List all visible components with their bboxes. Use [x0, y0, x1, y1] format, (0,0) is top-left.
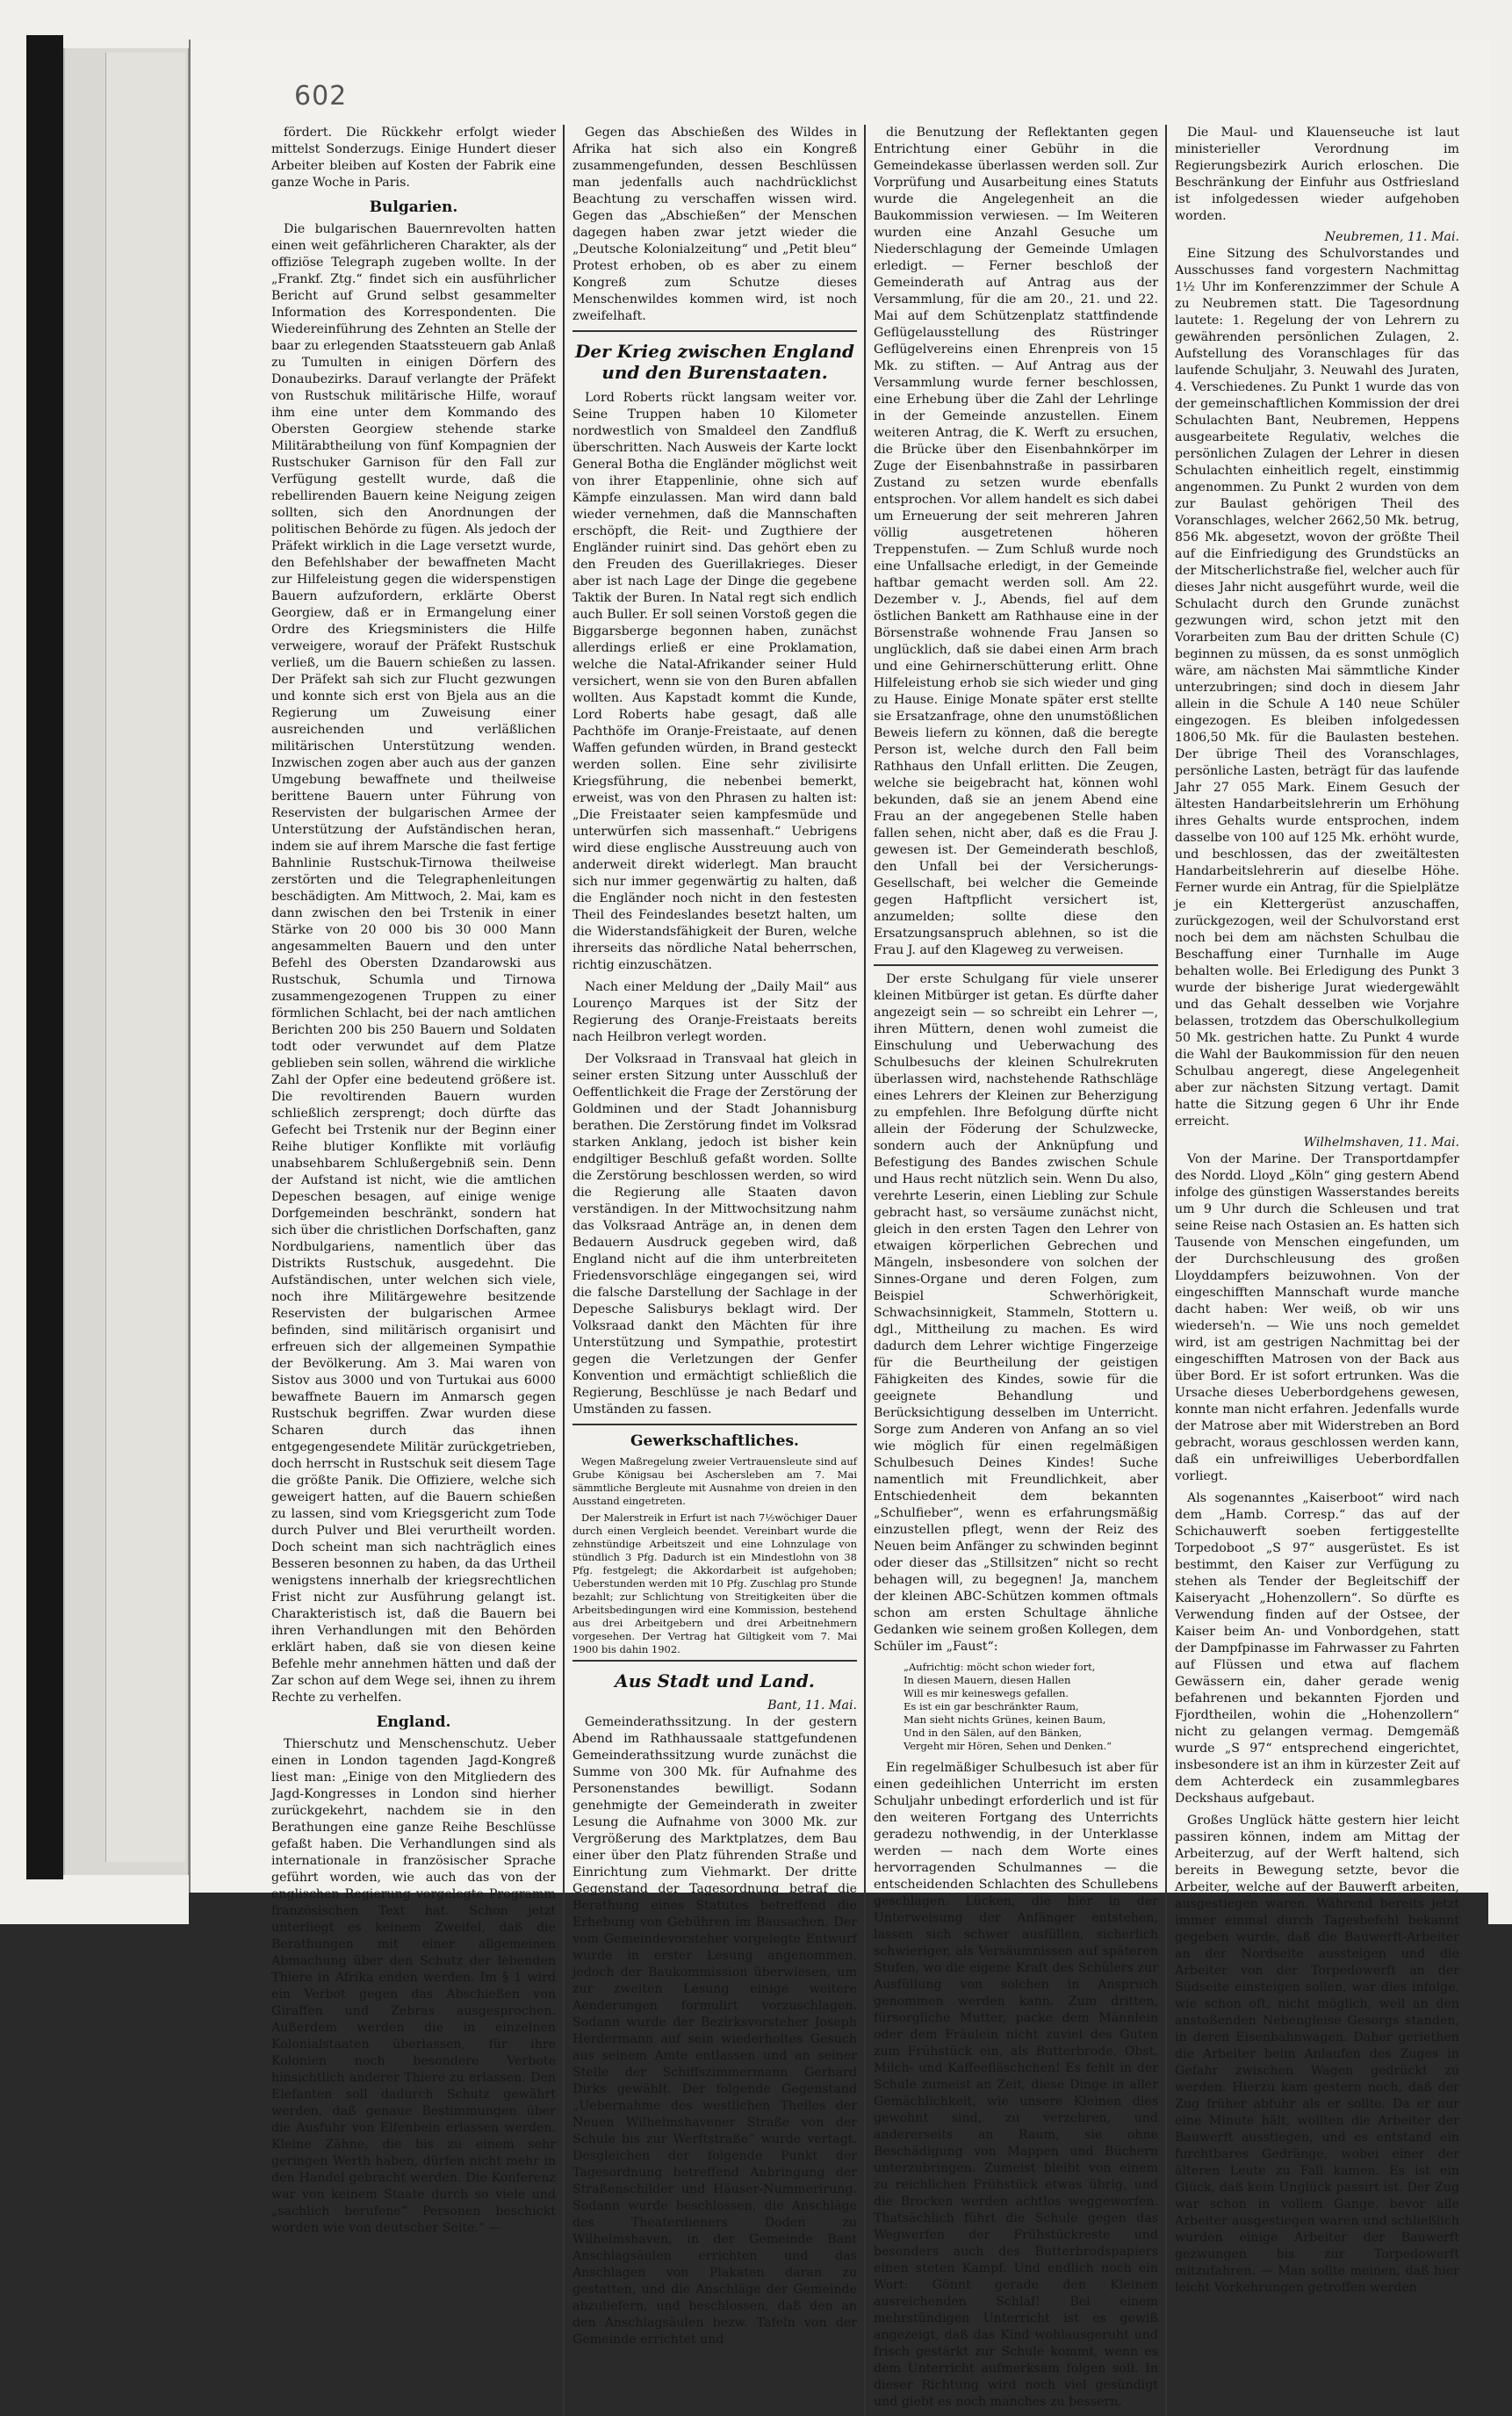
- article-paragraph: Nach einer Meldung der „Daily Mail“ aus Lourenço Marques ist der Sitz der Regierung des Oranje-Freistaats bereits nach Heilbron verlegt worden.: [572, 980, 857, 1044]
- page-edge-inner: [105, 53, 185, 1862]
- verse-line: Und in den Sälen, auf den Bänken,: [904, 1727, 1082, 1739]
- article-paragraph: Die Maul- und Klauenseuche ist laut ministerieller Verordnung im Regierungsbezirk Aurich erloschen. Die Beschränkung der Einfuhr aus Ostfriesland ist infolgedessen wieder aufgehoben worden.: [1175, 126, 1459, 223]
- verse-line: Vergeht mir Hören, Sehen und Denken.“: [904, 1740, 1112, 1752]
- article-paragraph: Eine Sitzung des Schulvorstandes und Ausschusses fand vorgestern Nachmittag 1½ Uhr im Konferenzzimmer der Schule A zu Neubremen statt. Die Tagesordnung lautete: 1. Regelung der von Lehrern zu gewährenden persönlichen Zulagen, 2. Aufstellung des Voranschlages für das laufende Schuljahr, 3. Neuwahl des Juraten, 4. Verschiedenes. Zu Punkt 1 wurde das von der gemeinschaftlichen Kommission der drei Schulachten Bant, Neubremen, Heppens ausgearbeitete Regulativ, welches die persönlichen Zulagen der Lehrer in diesen Schulachten einheitlich regelt, einstimmig angenommen. Zu Punkt 2 wurden von dem zur Baulast gehörigen Theil des Voranschlages, welcher 2662,50 Mk. betrug, 856 Mk. abgesetzt, wovon der größte Theil auf die Einfriedigung des Grundstücks an der Mitscherlichstraße fiel, welcher auch für dieses Jahr nicht ausgeführt wurde, weil die Schulacht durch den Grunde zunächst gezwungen wird, schon jetzt mit den Vorarbeiten zum Bau der dritten Schule (C) beginnen zu müssen, da es sonst unmöglich wäre, am nächsten Mai sämmtliche Kinder unterzubringen; sind doch in diesem Jahr allein in die Schule A 140 neue Schüler eingezogen. Es bleiben infolgedessen 1806,50 Mk. für die Baulasten bestehen. Der übrige Theil des Voranschlages, persönliche Lasten, beträgt für das laufende Jahr 27 055 Mark. Einem Gesuch der ältesten Handarbeitslehrerin um Erhöhung ihres Gehalts wurde entsprochen, indem dasselbe von 100 auf 125 Mk. erhöht wurde, und beschlossen, das der zweitältesten Handarbeitslehrerin auf dieselbe Höhe. Ferner wurde ein Antrag, für die Spielplätze je ein Klettergerüst anzuschaffen, zurückgezogen, weil der Schulvorstand erst noch bei dem am nächsten Schulbau die Beschaffung einer Turnhalle im Auge behalten wolle. Bei Erledigung des Punkt 3 wurde der bisherige Jurat wiedergewählt und das Gehalt desselben wie Vorjahre belassen, trotzdem das Oberschulkollegium 50 Mk. gestrichen hatte. Zu Punkt 4 wurde die Wahl der Baukommission für den neuen Schulbau angeregt, diese Angelegenheit aber zur nächsten Sitzung vertagt. Damit hatte die Sitzung gegen 6 Uhr ihr Ende erreicht.: [1175, 247, 1459, 1129]
- dateline: Wilhelmshaven, 11. Mai.: [1303, 1136, 1459, 1150]
- article-paragraph: die Benutzung der Reflektanten gegen Entrichtung einer Gebühr in die Gemeindekasse überlassen werden soll. Zur Vorprüfung und Ausarbeitung eines Statuts wurde die Angelegenheit an die Baukommission verwiesen. — Im Weiteren wurden eine Anzahl Gesuche um Niederschlagung der Gemeinde Umlagen erledigt. — Ferner beschloß der Gemeinderath auf Antrag aus der Versammlung, für die am 20., 21. und 22. Mai auf dem Schützenplatz stattfindende Geflügelausstellung des Rüstringer Geflügelvereins einen Ehrenpreis von 15 Mk. zu stiften. — Auf Antrag aus der Versammlung wurde ferner beschlossen, eine Erhebung über die Zahl der Lehrlinge in der Gemeinde anzustellen. Einem weiteren Antrag, die K. Werft zu ersuchen, die Brücke über den Eisenbahnkörper im Zuge der Eisenbahnstraße in passirbaren Zustand zu setzen wurde ebenfalls entsprochen. Vor allem handelt es sich dabei um Erneuerung der seit mehreren Jahren völlig ausgetretenen höheren Treppenstufen. — Zum Schluß wurde noch eine Unfallsache erledigt, in der Gemeinde haftbar gemacht werden soll. Am 22. Dezember v. J., Abends, fiel auf dem östlichen Bankett am Rathhause eine in der Börsenstraße wohnende Frau Jansen so unglücklich, daß sie dabei einen Arm brach und eine Gehirnerschütterung erlitt. Ohne Hilfeleistung erhob sie sich wieder und ging zu Hause. Einige Monate später erst stellte sie Ersatzanfrage, ohne den unumstößlichen Beweis liefern zu können, daß die beregte Person ist, welche durch den Fall beim Rathhaus den Unfall erlitten. Die Zeugen, welche sie beigebracht hat, können wohl bekunden, daß sie an jenem Abend eine Frau an der angegebenen Stelle haben fallen sehen, nicht aber, daß es die Frau J. gewesen ist. Der Gemeinderath beschloß, den Unfall bei der Versicherungs-Gesellschaft, bei welcher die Gemeinde gegen Haftpflicht versichert ist, anzumelden; sollte diese den Ersatzungsanspruch ablehnen, so ist die Frau J. auf den Klageweg zu verweisen.: [874, 126, 1158, 957]
- news-brief: Wegen Maßregelung zweier Vertrauensleute sind auf Grube Königsau bei Aschersleben am 7. Mai sämmtliche Bergleute mit Ausnahme von dreien in den Ausstand eingetreten.: [572, 1455, 857, 1507]
- page-number: 602: [294, 81, 348, 112]
- verse-line: „Aufrichtig: möcht schon wieder fort,: [904, 1661, 1096, 1673]
- news-brief: Der Malerstreik in Erfurt ist nach 7½wöchiger Dauer durch einen Vergleich beendet. Vereinbart wurde die zehnstündige Arbeitszeit und eine Lohnzulage von stündlich 3 Pfg. Dadurch ist ein Mindestlohn von 38 Pfg. festgelegt; die Akkordarbeit ist aufgehoben; Ueberstunden werden mit 10 Pfg. Zuschlag pro Stunde bezahlt; zur Schlichtung von Streitigkeiten über die Arbeitsbedingungen wird eine Kommission, bestehend aus drei Arbeitgebern und drei Arbeitnehmern vorgesehen. Der Vertrag hat Giltigkeit vom 7. Mai 1900 bis dahin 1902.: [572, 1511, 857, 1655]
- verse-line: Will es mir keineswegs gefallen.: [904, 1687, 1069, 1699]
- column-4: [1171, 125, 1461, 2416]
- section-divider: [572, 1424, 857, 1425]
- article-paragraph: Der erste Schulgang für viele unserer kleinen Mitbürger ist getan. Es dürfte daher angezeigt sein — so schreibt ein Lehrer —, ihren Müttern, denen wohl zumeist die Einschulung und Ueberwachung des Schulbesuchs der kleinen Schulrekruten überlassen wird, nachstehende Rathschläge eines Lehrers der Kleinen zur Beherzigung zu empfehlen. Ihre Befolgung dürfte nicht allein der Föderung der Schulzwecke, sondern auch der Anknüpfung und Befestigung des Bandes zwischen Schule und Haus recht nützlich sein. Wenn Du also, verehrte Leserin, einen Liebling zur Schule gebracht hast, so versäume zunächst nicht, gleich in den ersten Tagen den Lehrer von etwaigen körperlichen Gebrechen und Mängeln, insbesondere von solchen der Sinnes-Organe und deren Folgen, zum Beispiel Schwerhörigkeit, Schwachsinnigkeit, Stammeln, Stottern u. dgl., Mittheilung zu machen. Es wird dadurch dem Lehrer wichtige Fingerzeige für die Beurtheilung der geistigen Fähigkeiten des Kindes, sowie für die geeignete Behandlung und Berücksichtigung desselben im Unterricht. Sorge zum Anderen von Anfang an so viel wie möglich für einen regelmäßigen Schulbesuch Deines Kindes! Suche namentlich mit Freundlichkeit, aber Entschiedenheit dem bekannten „Schulfieber“, wenn es erfahrungsmäßig einzustellen pflegt, wenn der Reiz des Neuen beim Anfänger zu schwinden beginnt oder dieser das „Stillsitzen“ nicht so recht behagen will, zu begegnen! Ja, manchem der kleinen ABC-Schützen kommen oftmals schon am ersten Schultage ähnliche Gedanken wie seinem großen Kollegen, dem Schüler im „Faust“:: [874, 972, 1158, 1654]
- article-paragraph: Lord Roberts rückt langsam weiter vor. Seine Truppen haben 10 Kilometer nordwestlich von Smaldeel den Zandfluß überschritten. Nach Ausweis der Karte lockt General Botha die Engländer möglichst weit von ihrer Etappenlinie, ohne sich auf Kämpfe einzulassen. Man wird dann bald wieder vernehmen, daß die Mannschaften erschöpft, die Reit- und Zugthiere der Engländer ruinirt sind. Das gehört eben zu den Freuden des Guerillakrieges. Dieser aber ist nach Lage der Dinge die gegebene Taktik der Buren. In Natal regt sich endlich auch Buller. Er soll seinen Vorstoß gegen die Biggarsberge begonnen haben, zunächst allerdings erließ er eine Proklamation, welche die Natal-Afrikander seiner Huld versichert, wenn sie von den Buren abfallen wollten. Aus Kapstadt kommt die Kunde, Lord Roberts habe gesagt, daß alle Pachthöfe im Oranje-Freistaate, auf denen Waffen gefunden würden, in Brand gesteckt werden sollen. Eine sehr zivilisirte Kriegsführung, die nebenbei bemerkt, erweist, was von den Phrasen zu halten ist: „Die Freistaater seien kampfesmüde und unterwürfen sich massenhaft.“ Uebrigens wird diese englische Ausstreuung auch von anderweit direkt widerlegt. Man braucht sich nur immer gegenwärtig zu halten, daß die Engländer noch nicht in den festesten Theil des Feindeslandes besetzt halten, um die Widerstandsfähigkeit der Buren, welche ihrerseits das nördliche Natal beherrschen, richtig einzuschätzen.: [572, 391, 857, 972]
- article-paragraph: Gegen das Abschießen des Wildes in Afrika hat sich also ein Kongreß zusammengefunden, dessen Beschlüssen man jedenfalls auch nachdrücklichst Beachtung zu verschaffen wissen wird. Gegen das „Abschießen“ der Menschen dagegen haben zwar jetzt wieder die „Deutsche Kolonialzeitung“ und „Petit bleu“ Protest erhoben, ob es aber zu einem Kongreß zum Schutze dieses Menschenwildes kommen wird, ist noch zweifelhaft.: [572, 126, 857, 323]
- article-paragraph: Der Volksraad in Transvaal hat gleich in seiner ersten Sitzung unter Ausschluß der Oeffentlichkeit die Frage der Zerstörung der Goldminen und der Stadt Johannisburg berathen. Die Zerstörung findet im Volksrad starken Anklang, jedoch ist bisher kein endgiltiger Beschluß gefaßt worden. Sollte die Zerstörung beschlossen werden, so wird die Regierung alle Staaten davon verständigen. In der Mittwochsitzung nahm das Volksraad Anträge an, in denen dem Bedauern Ausdruck gegeben wird, daß England nicht auf die ihm unterbreiteten Friedensvorschläge eingegangen sei, wird die falsche Darstellung der Sachlage in der Depesche Salisburys beklagt wird. Der Volksraad dankt den Mächten für ihre Unterstützung und Sympathie, protestirt gegen die Verletzungen der Genfer Konvention und ermächtigt schließlich die Regierung, Beschlüsse je nach Bedarf und Umständen zu fassen.: [572, 1052, 857, 1417]
- article-paragraph: Gemeinderathssitzung. In der gestern Abend im Rathhaussaale stattgefundenen Gemeinderathssitzung wurde zunächst die Summe von 300 Mk. für Aufnahme des Personenstandes bewilligt. Sodann genehmigte der Gemeinderath in zweiter Lesung die Aufnahme von 3000 Mk. zur Vergrößerung des Marktplatzes, dem Bau einer über den Platz führenden Straße und Einrichtung zum Viehmarkt. Der dritte Gegenstand der Tagesordnung betraf die Berathung eines Statutes betreffend die Erhebung von Gebühren im Bausachen. Der vom Gemeindevorsteher vorgelegte Entwurf wurde in erster Lesung angenommen, jedoch der Baukommission überwiesen, um zur zweiten Lesung einige weitere Aenderungen formulirt vorzuschlagen. Sodann wurde der Bezirksvorsteher Joseph Herdermann auf sein wiederholtes Gesuch aus seinem Amte entlassen und an seiner Stelle der Schiffszimmermann Gerhard Dirks gewählt. Der folgende Gegenstand „Uebernahme des westlichen Theiles der Neuen Wilhelmshavener Straße von der Schule bis zur Werftstraße“ wurde vertagt. Desgleichen der folgende Punkt der Tagesordnung betreffend Anbringung der Straßenschilder und Häuser-Nummerirung. Sodann wurde beschlossen, die Anschläge des Theaterdieners Doden zu Wilhelmshaven, in der Gemeinde Bant Anschlagsäulen errichten und das Anschlagen von Plakaten daran zu gestatten, und die Anschläge der Gemeinde abzuliefern, und beschlossen, daß den an den Anschlagsäulen bezw. Tafeln von der Gemeinde errichtet und: [572, 1715, 857, 2347]
- article-paragraph: Thierschutz und Menschenschutz. Ueber einen in London tagenden Jagd-Kongreß liest man: „Einige von den Mitgliedern des Jagd-Kongresses in London sind hierher zurückgekehrt, nachdem sie in den Berathungen eine ganze Reihe Beschlüsse gefaßt haben. Die Verhandlungen sind als internationale in französischer Sprache geführt worden, wie auch das von der englischen Regierung vorgelegte Programm französischen Text hat. Schon jetzt unterliegt es keinem Zweifel, daß die Berathungen mit einer allgemeinen Abmachung über den Schutz der lebenden Thiere in Afrika enden werden. Im § 1 wird ein Verbot gegen das Abschießen von Giraffen und Zebras ausgesprochen. Außerdem werden die in einzelnen Kolonialstaaten überlassen, für ihre Kolonien noch besondere Verbote hinsichtlich anderer Thiere zu erlassen. Den Elefanten soll dadurch Schutz gewährt werden, daß genaue Bestimmungen über die Ausfuhr von Elfenbein erlassen werden. Kleine Zähne, die bis zu einem sehr geringen Werth haben, dürfen nicht mehr in den Handel gebracht werden. Die Konferenz war von keinem Staate durch so viele und „sachlich berufene“ Personen beschickt worden wie von deutscher Seite.“ —: [271, 1737, 556, 2235]
- column-1: [268, 125, 558, 2416]
- article-paragraph: Als sogenanntes „Kaiserboot“ wird nach dem „Hamb. Corresp.“ das auf der Schichauwerft soeben fertiggestellte Torpedoboot „S 97“ ausgerüstet. Es ist bestimmt, den Kaiser zur Verfügung zu stehen als Tender der Begleitschiff der Kaiseryacht „Hohenzollern“. So dürfte es Verwendung finden auf der Ostsee, der Kaiser beim An- und Vonbordgehen, statt der Dampfpinasse im Fahrwasser zu Fahrten auf Flüssen und etwa auf flachem Gewässern ein, daher gerade wenig befahrenen und bekannten Fjorden und Fjordtheilen, wohin die „Hohenzollern“ nicht zu gelangen vermag. Demgemäß wurde „S 97“ entsprechend eingerichtet, insbesondere ist an ihm in kürzester Zeit auf dem Achterdeck ein zusammlegbares Deckshaus aufgebaut.: [1175, 1491, 1459, 1806]
- major-section-heading: Der Krieg zwischen England und den Burenstaaten.: [575, 341, 854, 383]
- article-paragraph: Die bulgarischen Bauernrevolten hatten einen weit gefährlicheren Charakter, als der offiziöse Telegraph zugeben wollte. In der „Frankf. Ztg.“ findet sich ein ausführlicher Bericht auf Grund selbst gesammelter Information des Korrespondenten. Die Wiedereinführung des Zehnten an Stelle der baar zu erlegenden Staatssteuern gab Anlaß zu Tumulten in einigen Dörfern des Donaubezirks. Darauf verlangte der Präfekt von Rustschuk militärische Hilfe, worauf ihm eine unter dem Kommando des Obersten Georgiew stehende starke Militärabtheilung von fünf Kompagnien der Rustschuker Garnison für den Fall zur Verfügung gestellt wurde, daß die rebellirenden Bauern keine Neigung zeigen sollten, sich den Anordnungen der politischen Behörde zu fügen. Als jedoch der Präfekt wirklich in die Lage versetzt wurde, den Befehlshaber der bewaffneten Macht zur Hilfeleistung gegen die widerspenstigen Bauern aufzufordern, erklärte Oberst Georgiew, daß er in Ermangelung einer Ordre des Kriegsministers die Hilfe verweigere, worauf der Präfekt Rustschuk verließ, um die Bauern schießen zu lassen. Der Präfekt sah sich zur Flucht gezwungen und konnte sich erst von Bjela aus an die Regierung um Zuweisung einer ausreichenden und verläßlichen militärischen Unterstützung wenden. Inzwischen zogen aber auch aus der ganzen Umgebung bewaffnete und theilweise berittene Bauern unter Führung von Reservisten der bulgarischen Armee der Unterstützung der Aufständischen heran, indem sie auf ihrem Marsche die fast fertige Bahnlinie Rustschuk-Tirnowa theilweise zerstörten und die Telegraphenleitungen beschädigten. Am Mittwoch, 2. Mai, kam es dann zwischen den bei Trstenik in einer Stärke von 20 000 bis 30 000 Mann angesammelten Bauern und den unter Befehl des Obersten Dzandarowski aus Rustschuk, Schumla und Tirnowa zusammengezogenen Truppen zu einer förmlichen Schlacht, bei der nach amtlichen Berichten 200 bis 250 Bauern und Soldaten todt oder verwundet auf dem Platze geblieben sein sollen, während die wirkliche Zahl der Opfer eine bedeutend größere ist. Die revoltirenden Bauern wurden schließlich zersprengt; doch dürfte das Gefecht bei Trstenik nur der Beginn einer Reihe blutiger Konflikte mit vorläufig unabsehbarem Schlußergebniß sein. Denn der Aufstand ist nicht, wie die amtlichen Depeschen besagen, auf einige wenige Dorfgemeinden beschränkt, sondern hat sich über die christlichen Dorfschaften, ganz Nordbulgariens, namentlich über das Distrikts Rustschuk, ausgedehnt. Die Aufständischen, unter welchen sich viele, noch ihre Militärgewehre besitzende Reservisten der bulgarischen Armee befinden, sind militärisch organisirt und erfreuen sich der allgemeinen Sympathie der Bevölkerung. Am 3. Mai waren von Sistov aus 3000 und von Turtukai aus 6000 bewaffnete Bauern im Anmarsch gegen Rustschuk begriffen. Zwar wurden diese Scharen durch das ihnen entgegengesendete Militär zurückgetrieben, doch herrscht in Rustschuk seit diesem Tage die größte Panik. Die Offiziere, welche sich geweigert hatten, auf die Bauern schießen zu lassen, sind vom Kriegsgericht zum Tode durch Pulver und Blei verurtheilt worden. Doch scheint man sich nachträglich eines Besseren besonnen zu haben, da das Urtheil wenigstens innerhalb der kriegsrechtlichen Frist nicht zur Ausführung gelangt ist. Charakteristisch ist, daß die Bauern bei ihren Verhandlungen mit den Behörden erklärt haben, daß sie von diesen keine Befehle mehr annehmen hätten und daß der Zar schon auf dem Wege sei, ihnen zu ihrem Rechte zu verhelfen.: [271, 222, 556, 1705]
- article-paragraph: fördert. Die Rückkehr erfolgt wieder mittelst Sonderzugs. Einige Hundert dieser Arbeiter bleiben auf Kosten der Fabrik eine ganze Woche in Paris.: [271, 126, 556, 190]
- verse-line: Es ist ein gar beschränkter Raum,: [904, 1700, 1079, 1713]
- dateline: Neubremen, 11. Mai.: [1324, 230, 1459, 244]
- newspaper-columns: [268, 125, 1462, 2409]
- verse-line: In diesen Mauern, diesen Hallen: [904, 1674, 1071, 1686]
- section-divider: [874, 964, 1158, 966]
- section-heading: Gewerkschaftliches.: [630, 1432, 799, 1450]
- section-heading: England.: [376, 1713, 451, 1731]
- verse-quote: [904, 1661, 1158, 1753]
- binder-spine: [26, 35, 63, 1879]
- column-3: [870, 125, 1160, 2416]
- article-paragraph: Ein regelmäßiger Schulbesuch ist aber für einen gedeihlichen Unterricht im ersten Schuljahr unbedingt erforderlich und ist für den weiteren Fortgang des Unterrichts geradezu nothwendig, in der Unterklasse werden — nach dem Worte eines hervorragenden Schulmannes — die entscheidenden Schlachten des Schullebens geschlagen. Lücken, die hier in der Unterweisung der Anfänger entstehen, lassen sich schwer ausfüllen, sicherlich schwieriger, als Versäumnissen auf späteren Stufen, wo die eigene Kraft des Schülers zur Ausfüllung von solchen in Anspruch genommen werden kann. Zum dritten, fürsorgliche Mutter, packe dem Männlein oder dem Fräulein nicht zuviel des Guten zum Frühstück ein, als Butterbrode, Obst, Milch- und Kaffeefläschchen! Es fehlt in der Schule zumeist an Zeit, diese Dinge in aller Gemächlichkeit, wie unsere Kleinen dies gewohnt sind, zu verzehren, und andererseits an Raum, sie ohne Beschädigung von Mappen und Büchern unterzubringen. Zumeist bleibt von einem zu reichlichen Frühstück etwas übrig, und die Brocken werden achtlos weggeworfen. Thatsächlich führt die Schule gegen das Wegwerfen der Frühstückreste und besonders auch des Butterbrodspapiers einen steten Kampf. Und endlich noch ein Wort: Gönnt gerade den Kleinen ausreichenden Schlaf! Bei einem mehrstündigen Unterricht ist es gewiß angezeigt, daß das Kind wohlausgeruht und frisch gestärkt zur Schule kommt, wenn es dem Unterricht aufmerksam folgen soll. In dieser Richtung wird noch viel gesündigt und giebt es noch manches zu bessern.: [874, 1761, 1158, 2409]
- section-divider: [572, 1660, 857, 1662]
- column-2: [569, 125, 859, 2416]
- verse-line: Man sieht nichts Grünes, keinen Baum,: [904, 1713, 1106, 1726]
- article-paragraph: Großes Unglück hätte gestern hier leicht passiren können, indem am Mittag der Arbeiterzug, auf der Werft haltend, sich bereits in Bewegung setzte, bevor die Arbeiter, welche auf der Bauwerft arbeiten, ausgestiegen waren. Während bereits jetzt immer einmal durch Tagesbefehl bekannt gegeben wurde, daß die Bauwerft-Arbeiter an der Nordseite aussteigen und die Arbeiter von der Torpedowerft an der Südseite einsteigen sollen, war dies infolge, wie schon oft, nicht möglich, weil an den anstoßenden Nebengleise Gesorgs standen, in deren Eisenbahnwagen. Daher geriethen die Arbeiter beim Anlaufen des Zuges in Gefahr zwischen Wagen gedrückt zu werden. Hierzu kam gestern noch, daß der Zug früher abfuhr als er sollte. Da er nur eine Minute hält, wollten die Arbeiter der Bauwerft ausstiegen, und es entstand ein furchtbares Gedränge, wobei einer der älteren Leute zu Fall kamen. Es ist ein Glück, daß kein Unglück passirt ist. Der Zug war schon in vollem Gange, bevor alle Arbeiter ausgestiegen waren und schließlich wurden einige Arbeiter der Bauwerft gezwungen bis zur Torpedowerft mitzufahren. — Man sollte meinen, daß hier leicht Vorkehrungen getroffen werden: [1175, 1814, 1459, 2295]
- section-divider: [572, 330, 857, 332]
- dateline: Bant, 11. Mai.: [767, 1698, 857, 1713]
- section-heading: Bulgarien.: [369, 198, 458, 216]
- major-section-heading: Aus Stadt und Land.: [615, 1670, 815, 1691]
- article-paragraph: Von der Marine. Der Transportdampfer des Nordd. Lloyd „Köln“ ging gestern Abend infolge des günstigen Wasserstandes bereits um 9 Uhr durch die Schleusen und trat seine Reise nach Ostasien an. Es hatten sich Tausende von Menschen eingefunden, um der Durchschleusung des großen Lloyddampfers beizuwohnen. Von der eingeschifften Mannschaft wurde manche dacht haben: Wer weiß, ob wir uns wiederseh'n. — Wie uns noch gemeldet wird, ist am gestrigen Nachmittag bei der eingeschifften Matrosen von der Back aus über Bord. Er ist sofort ertrunken. Was die Ursache dieses Ueberbordgehens gewesen, konnte man nicht erfahren. Jedenfalls wurde der Matrose aber mit Widerstreben an Bord gebracht, woraus geschlossen werden kann, daß ein unfreiwilliges Ueberbordfallen vorliegt.: [1175, 1152, 1459, 1483]
